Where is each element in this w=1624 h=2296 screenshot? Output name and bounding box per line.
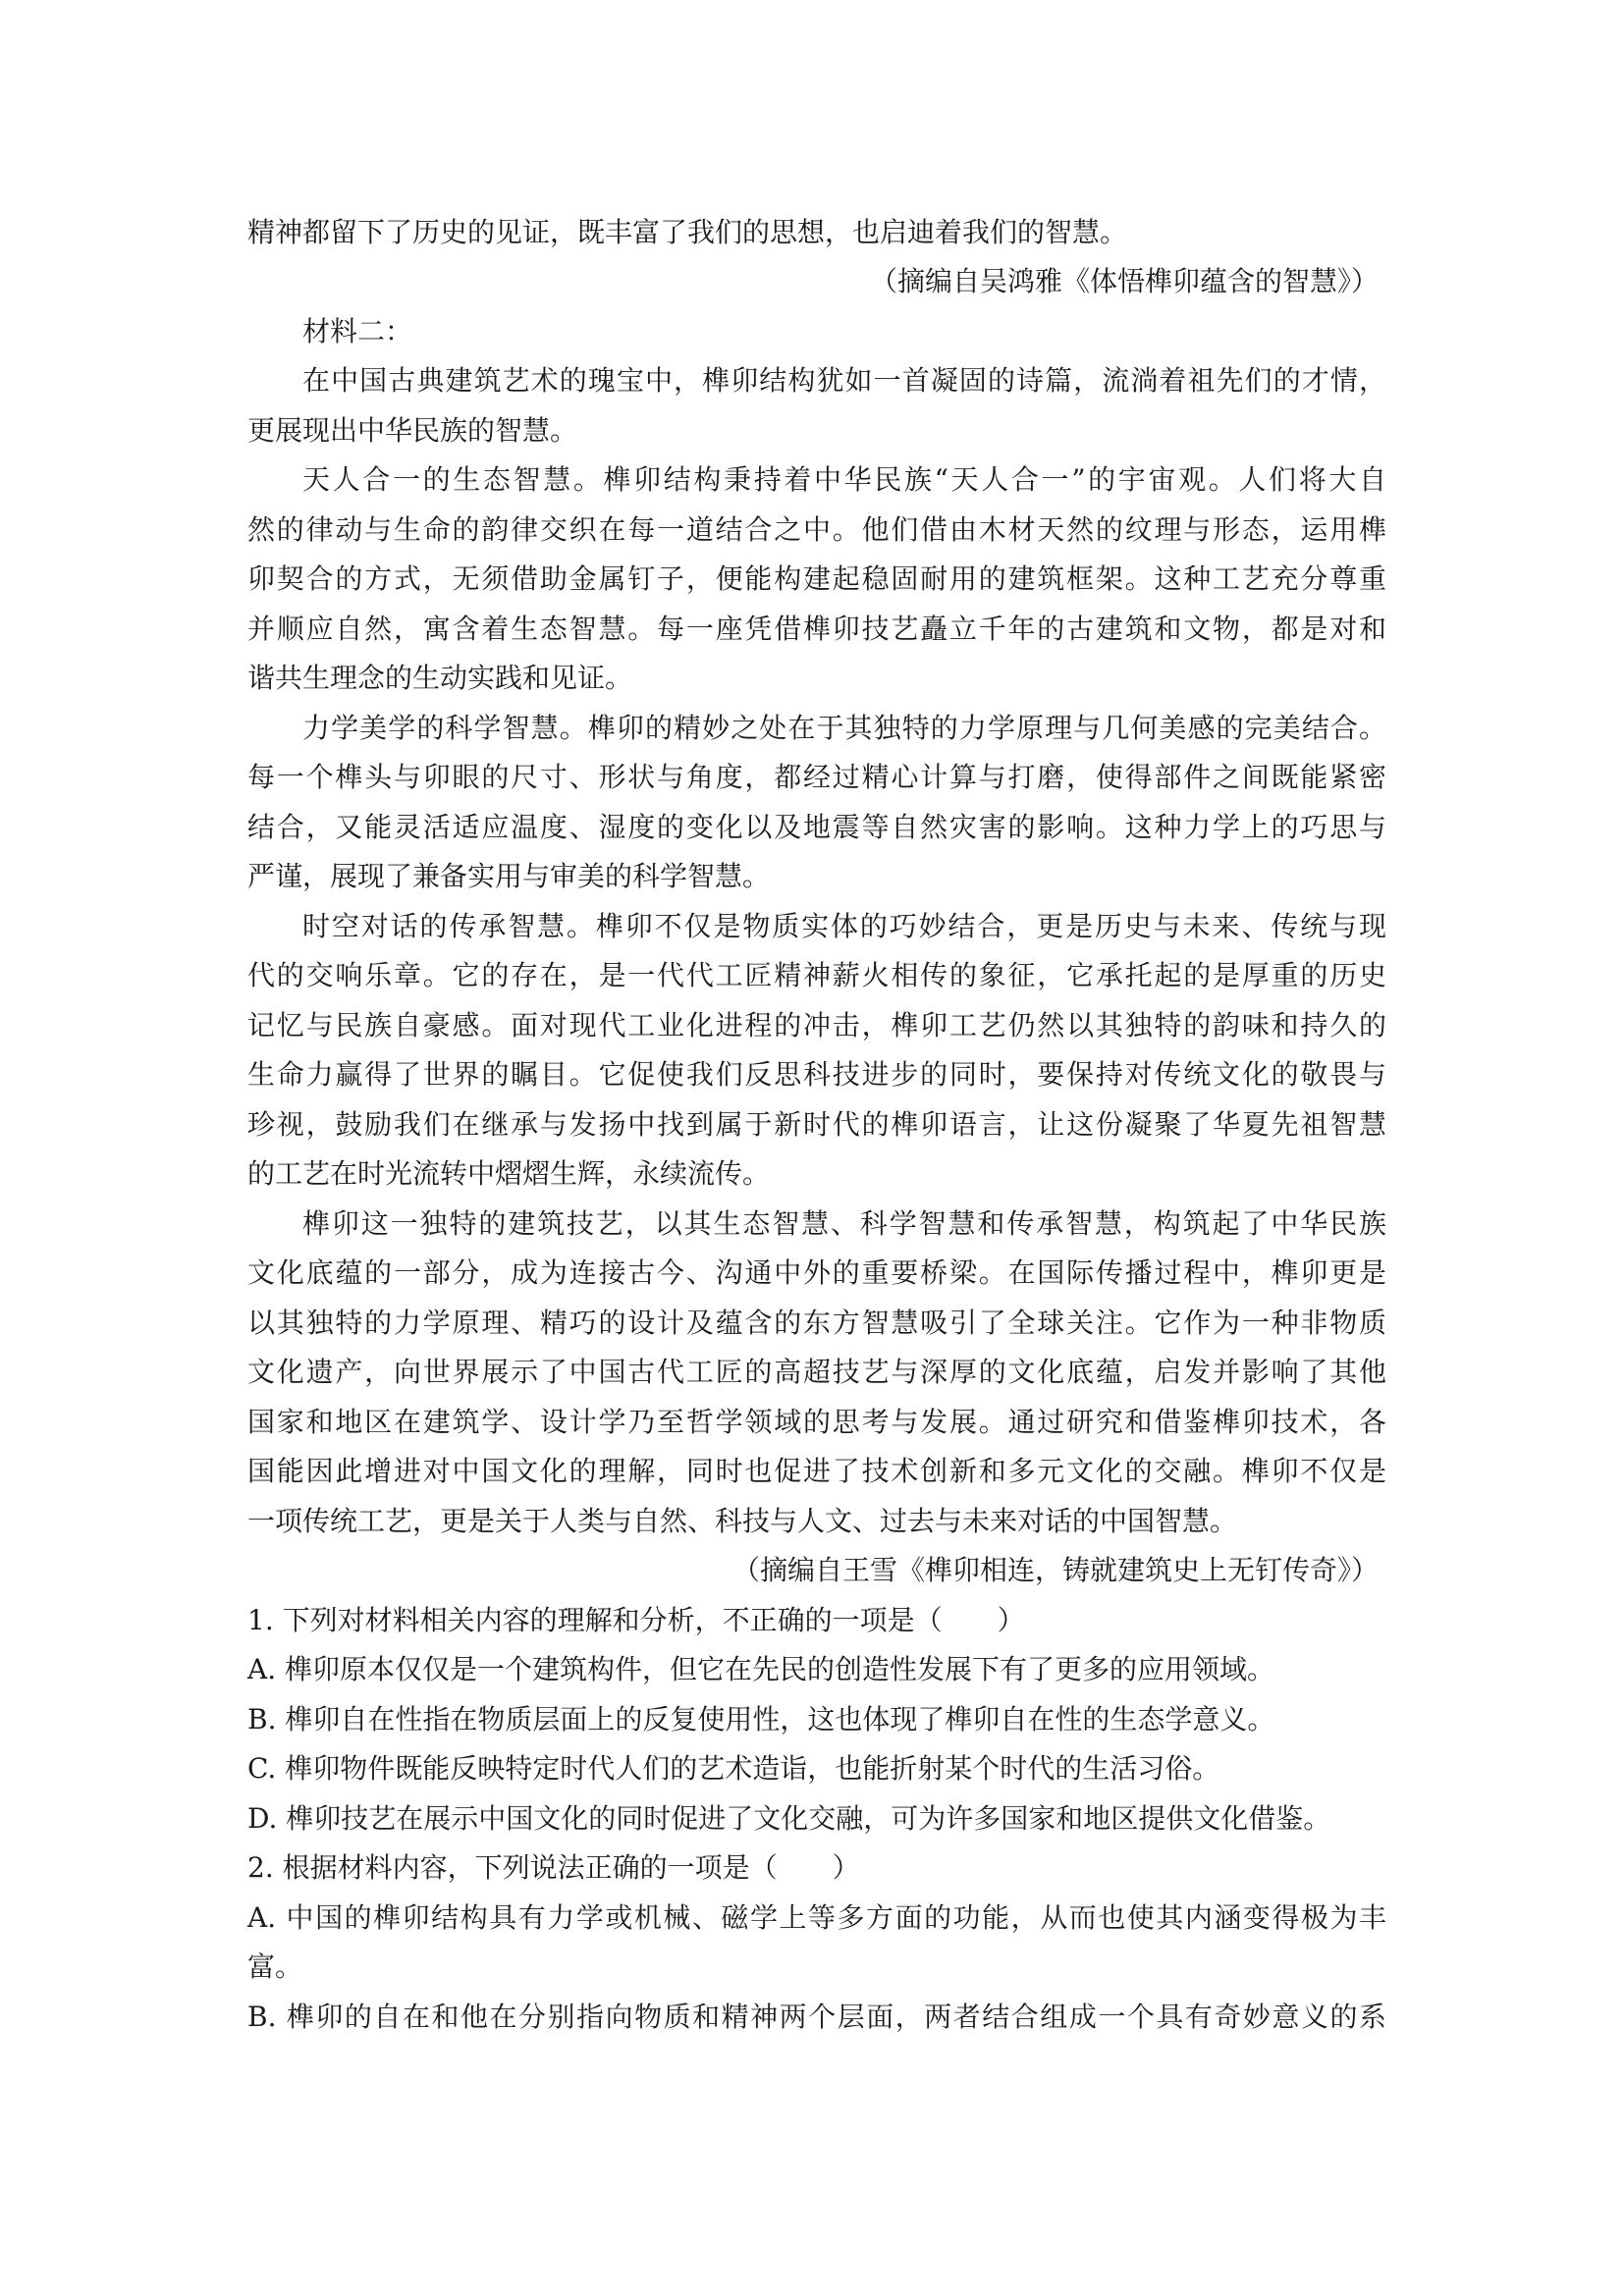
body-line: 生命力赢得了世界的瞩目。它促使我们反思科技进步的同时，要保持对传统文化的敬畏与 [247, 1058, 1386, 1091]
body-line: 记忆与民族自豪感。面对现代工业化进程的冲击，榫卯工艺仍然以其独特的韵味和持久的 [247, 1009, 1386, 1041]
answer-option: A. 中国的榫卯结构具有力学或机械、磁学上等多方面的功能，从而也使其内涵变得极为丰 [247, 1901, 1386, 1934]
body-line: 谐共生理念的生动实践和见证。 [247, 662, 633, 694]
body-line: 然的律动与生命的韵律交织在每一道结合之中。他们借由木材天然的纹理与形态，运用榫 [247, 513, 1386, 546]
body-line: 的工艺在时光流转中熠熠生辉，永续流传。 [247, 1157, 771, 1190]
body-line: 国家和地区在建筑学、设计学乃至哲学领域的思考与发展。通过研究和借鉴榫卯技术，各 [247, 1406, 1386, 1438]
body-line: 更展现出中华民族的智慧。 [247, 414, 578, 447]
body-line: 文化底蕴的一部分，成为连接古今、沟通中外的重要桥梁。在国际传播过程中，榫卯更是 [247, 1256, 1386, 1289]
answer-option: D. 榫卯技艺在展示中国文化的同时促进了文化交融，可为许多国家和地区提供文化借鉴。 [247, 1802, 1331, 1835]
body-line: 严谨，展现了兼备实用与审美的科学智慧。 [247, 860, 771, 892]
body-line: 一项传统工艺，更是关于人类与自然、科技与人文、过去与未来对话的中国智慧。 [247, 1505, 1238, 1537]
body-line: 力学美学的科学智慧。榫卯的精妙之处在于其独特的力学原理与几何美感的完美结合。 [302, 712, 1386, 744]
question-stem: 2. 根据材料内容，下列说法正确的一项是（ ） [247, 1851, 860, 1884]
body-line: 国能因此增进对中国文化的理解，同时也促进了技术创新和多元文化的交融。榫卯不仅是 [247, 1455, 1386, 1487]
source-citation: （摘编自吴鸿雅《体悟榫卯蕴含的智慧》） [869, 265, 1379, 297]
body-line: 卯契合的方式，无须借助金属钉子，便能构建起稳固耐用的建筑框架。这种工艺充分尊重 [247, 562, 1386, 595]
body-line: 在中国古典建筑艺术的瑰宝中，榫卯结构犹如一首凝固的诗篇，流淌着祖先们的才情， [302, 364, 1386, 397]
answer-option: A. 榫卯原本仅仅是一个建筑构件，但它在先民的创造性发展下有了更多的应用领域。 [247, 1653, 1275, 1685]
body-line: 珍视，鼓励我们在继承与发扬中找到属于新时代的榫卯语言，让这份凝聚了华夏先祖智慧 [247, 1108, 1386, 1141]
body-line: 每一个榫头与卯眼的尺寸、形状与角度，都经过精心计算与打磨，使得部件之间既能紧密 [247, 761, 1386, 793]
section-heading: 材料二： [302, 315, 413, 347]
answer-option: B. 榫卯自在性指在物质层面上的反复使用性，这也体现了榫卯自在性的生态学意义。 [247, 1703, 1275, 1735]
body-line: 精神都留下了历史的见证，既丰富了我们的思想，也启迪着我们的智慧。 [247, 216, 1128, 248]
answer-option: C. 榫卯物件既能反映特定时代人们的艺术造诣，也能折射某个时代的生活习俗。 [247, 1752, 1220, 1785]
body-line: 并顺应自然，寓含着生态智慧。每一座凭借榫卯技艺矗立千年的古建筑和文物，都是对和 [247, 613, 1386, 645]
answer-option-continued: 富。 [247, 1950, 303, 1983]
body-line: 天人合一的生态智慧。榫卯结构秉持着中华民族“天人合一”的宇宙观。人们将大自 [302, 463, 1386, 496]
body-line: 文化遗产，向世界展示了中国古代工匠的高超技艺与深厚的文化底蕴，启发并影响了其他 [247, 1356, 1386, 1388]
body-line: 结合，又能灵活适应温度、湿度的变化以及地震等自然灾害的影响。这种力学上的巧思与 [247, 811, 1386, 843]
source-citation: （摘编自王雪《榫卯相连，铸就建筑史上无钉传奇》） [731, 1554, 1379, 1586]
body-line: 以其独特的力学原理、精巧的设计及蕴含的东方智慧吸引了全球关注。它作为一种非物质 [247, 1307, 1386, 1339]
body-line: 榫卯这一独特的建筑技艺，以其生态智慧、科学智慧和传承智慧，构筑起了中华民族 [302, 1207, 1386, 1240]
question-stem: 1. 下列对材料相关内容的理解和分析，不正确的一项是（ ） [247, 1604, 1025, 1636]
answer-option: B. 榫卯的自在和他在分别指向物质和精神两个层面，两者结合组成一个具有奇妙意义的系 [247, 2001, 1386, 2033]
body-line: 时空对话的传承智慧。榫卯不仅是物质实体的巧妙结合，更是历史与未来、传统与现 [302, 910, 1386, 942]
body-line: 代的交响乐章。它的存在，是一代代工匠精神薪火相传的象征，它承托起的是厚重的历史 [247, 959, 1386, 991]
